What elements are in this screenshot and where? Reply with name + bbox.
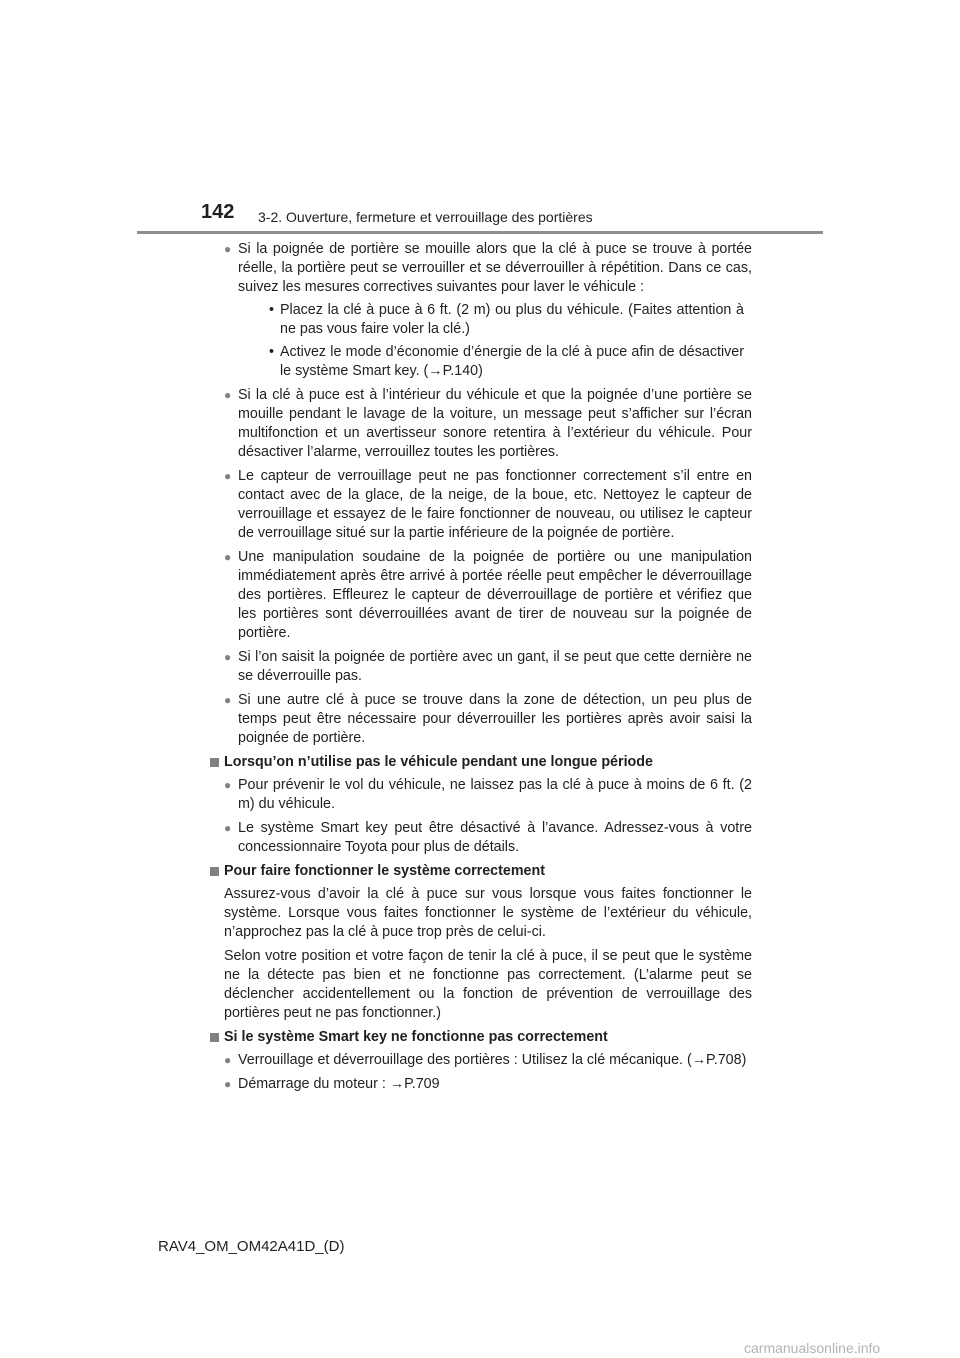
square-bullet-icon (210, 867, 219, 876)
bullet-item (208, 776, 752, 814)
bullet-text: Si la clé à puce est à l’intérieur du véhicule et que la poignée d’une portière se mouille pendant le lavage de la voiture, un message peut s’afficher sur l’écran multifonction et un avertisseur sonore retentira à l’extérieur du véhicule. Pour désactiver l’alarme, verrouillez toutes les portières. (238, 387, 752, 460)
subsection-heading (208, 753, 752, 772)
bullet-icon: ● (224, 1053, 232, 1067)
section-title: 3-2. Ouverture, fermeture et verrouillage des portières (258, 209, 593, 225)
sub-bullet-text: Placez la clé à puce à 6 ft. (2 m) ou plus du véhicule. (Faites attention à ne pas vous faire voler la clé.) (280, 302, 744, 337)
paragraph: Assurez-vous d’avoir la clé à puce sur vous lorsque vous faites fonctionner le système. Lorsque vous faites fonctionner le système de l’extérieur du véhicule, n’approchez pas la clé à puce trop près de celui-ci. (224, 886, 752, 940)
bullet-text: Le capteur de verrouillage peut ne pas fonctionner correctement s’il entre en contact avec de la glace, de la neige, de la boue, etc. Nettoyez le capteur de verrouillage et essayez de le faire fonctionner de nouveau, ou utilisez le capteur de verrouillage situé sur la partie inférieure de la poignée de portière. (238, 468, 752, 541)
square-bullet-icon (210, 758, 219, 767)
bullet-item (208, 691, 752, 748)
heading-text: Si le système Smart key ne fonctionne pas correctement (224, 1029, 608, 1045)
header-divider (137, 231, 823, 234)
bullet-item (208, 648, 752, 686)
bullet-text: Si une autre clé à puce se trouve dans la zone de détection, un peu plus de temps peut être nécessaire pour déverrouiller les portières après avoir saisi la poignée de portière. (238, 692, 752, 746)
page-content (208, 240, 752, 1099)
page-number: 142 (201, 201, 235, 223)
bullet-text: Pour prévenir le vol du véhicule, ne laissez pas la clé à puce à moins de 6 ft. (2 m) du véhicule. (238, 777, 752, 812)
bullet-icon: ● (224, 550, 232, 564)
bullet-icon: ● (224, 821, 232, 835)
bullet-item (208, 467, 752, 543)
dot-icon: • (269, 302, 275, 318)
bullet-item (208, 819, 752, 857)
bullet-item (208, 386, 752, 462)
bullet-icon: ● (224, 650, 232, 664)
subsection-heading (208, 1028, 752, 1047)
document-code: RAV4_OM_OM42A41D_(D) (158, 1238, 345, 1255)
bullet-icon: ● (224, 469, 232, 483)
subsection-heading (208, 862, 752, 881)
sub-bullet-item (238, 343, 752, 381)
bullet-text: Une manipulation soudaine de la poignée de portière ou une manipulation immédiatement après être arrivé à portée réelle peut empêcher le déverrouillage des portières. Effleurez le capteur de déverrouillage de portière et vérifiez que les portières sont déverrouillées avant de tirer de nouveau sur la poignée de portière. (238, 549, 752, 641)
sub-bullet-text: Activez le mode d’économie d’énergie de la clé à puce afin de désactiver le système Smart key. (→P.140) (280, 344, 744, 379)
bullet-icon: ● (224, 388, 232, 402)
bullet-item (208, 1051, 752, 1070)
dot-icon: • (269, 344, 275, 360)
bullet-icon: ● (224, 1077, 232, 1091)
paragraph: Selon votre position et votre façon de tenir la clé à puce, il se peut que le système ne la détecte pas bien et ne fonctionne pas correctement. (L’alarme peut se déclencher accidentellement ou la fonction de prévention de verrouillage des portières peut ne pas fonctionner.) (224, 948, 752, 1021)
bullet-text: Si la poignée de portière se mouille alors que la clé à puce se trouve à portée réelle, la portière peut se verrouiller et se déverrouiller à répétition. Dans ce cas, suivez les mesures correctives suivantes pour laver le véhicule : (238, 241, 752, 295)
bullet-text: Si l’on saisit la poignée de portière avec un gant, il se peut que cette dernière ne se déverrouille pas. (238, 649, 752, 684)
bullet-icon: ● (224, 242, 232, 256)
bullet-icon: ● (224, 778, 232, 792)
heading-text: Lorsqu’on n’utilise pas le véhicule pendant une longue période (224, 754, 653, 770)
sub-bullet-item (238, 301, 752, 339)
watermark-text: carmanualsonline.info (744, 1340, 881, 1356)
heading-text: Pour faire fonctionner le système correctement (224, 863, 545, 879)
square-bullet-icon (210, 1033, 219, 1042)
bullet-item (208, 1075, 752, 1094)
bullet-text: Verrouillage et déverrouillage des portières : Utilisez la clé mécanique. (→P.708) (238, 1052, 747, 1068)
bullet-item (208, 548, 752, 643)
bullet-icon: ● (224, 693, 232, 707)
bullet-text: Démarrage du moteur : →P.709 (238, 1076, 440, 1092)
bullet-text: Le système Smart key peut être désactivé à l’avance. Adressez-vous à votre concessionnaire Toyota pour plus de détails. (238, 820, 752, 855)
bullet-item (208, 240, 752, 381)
